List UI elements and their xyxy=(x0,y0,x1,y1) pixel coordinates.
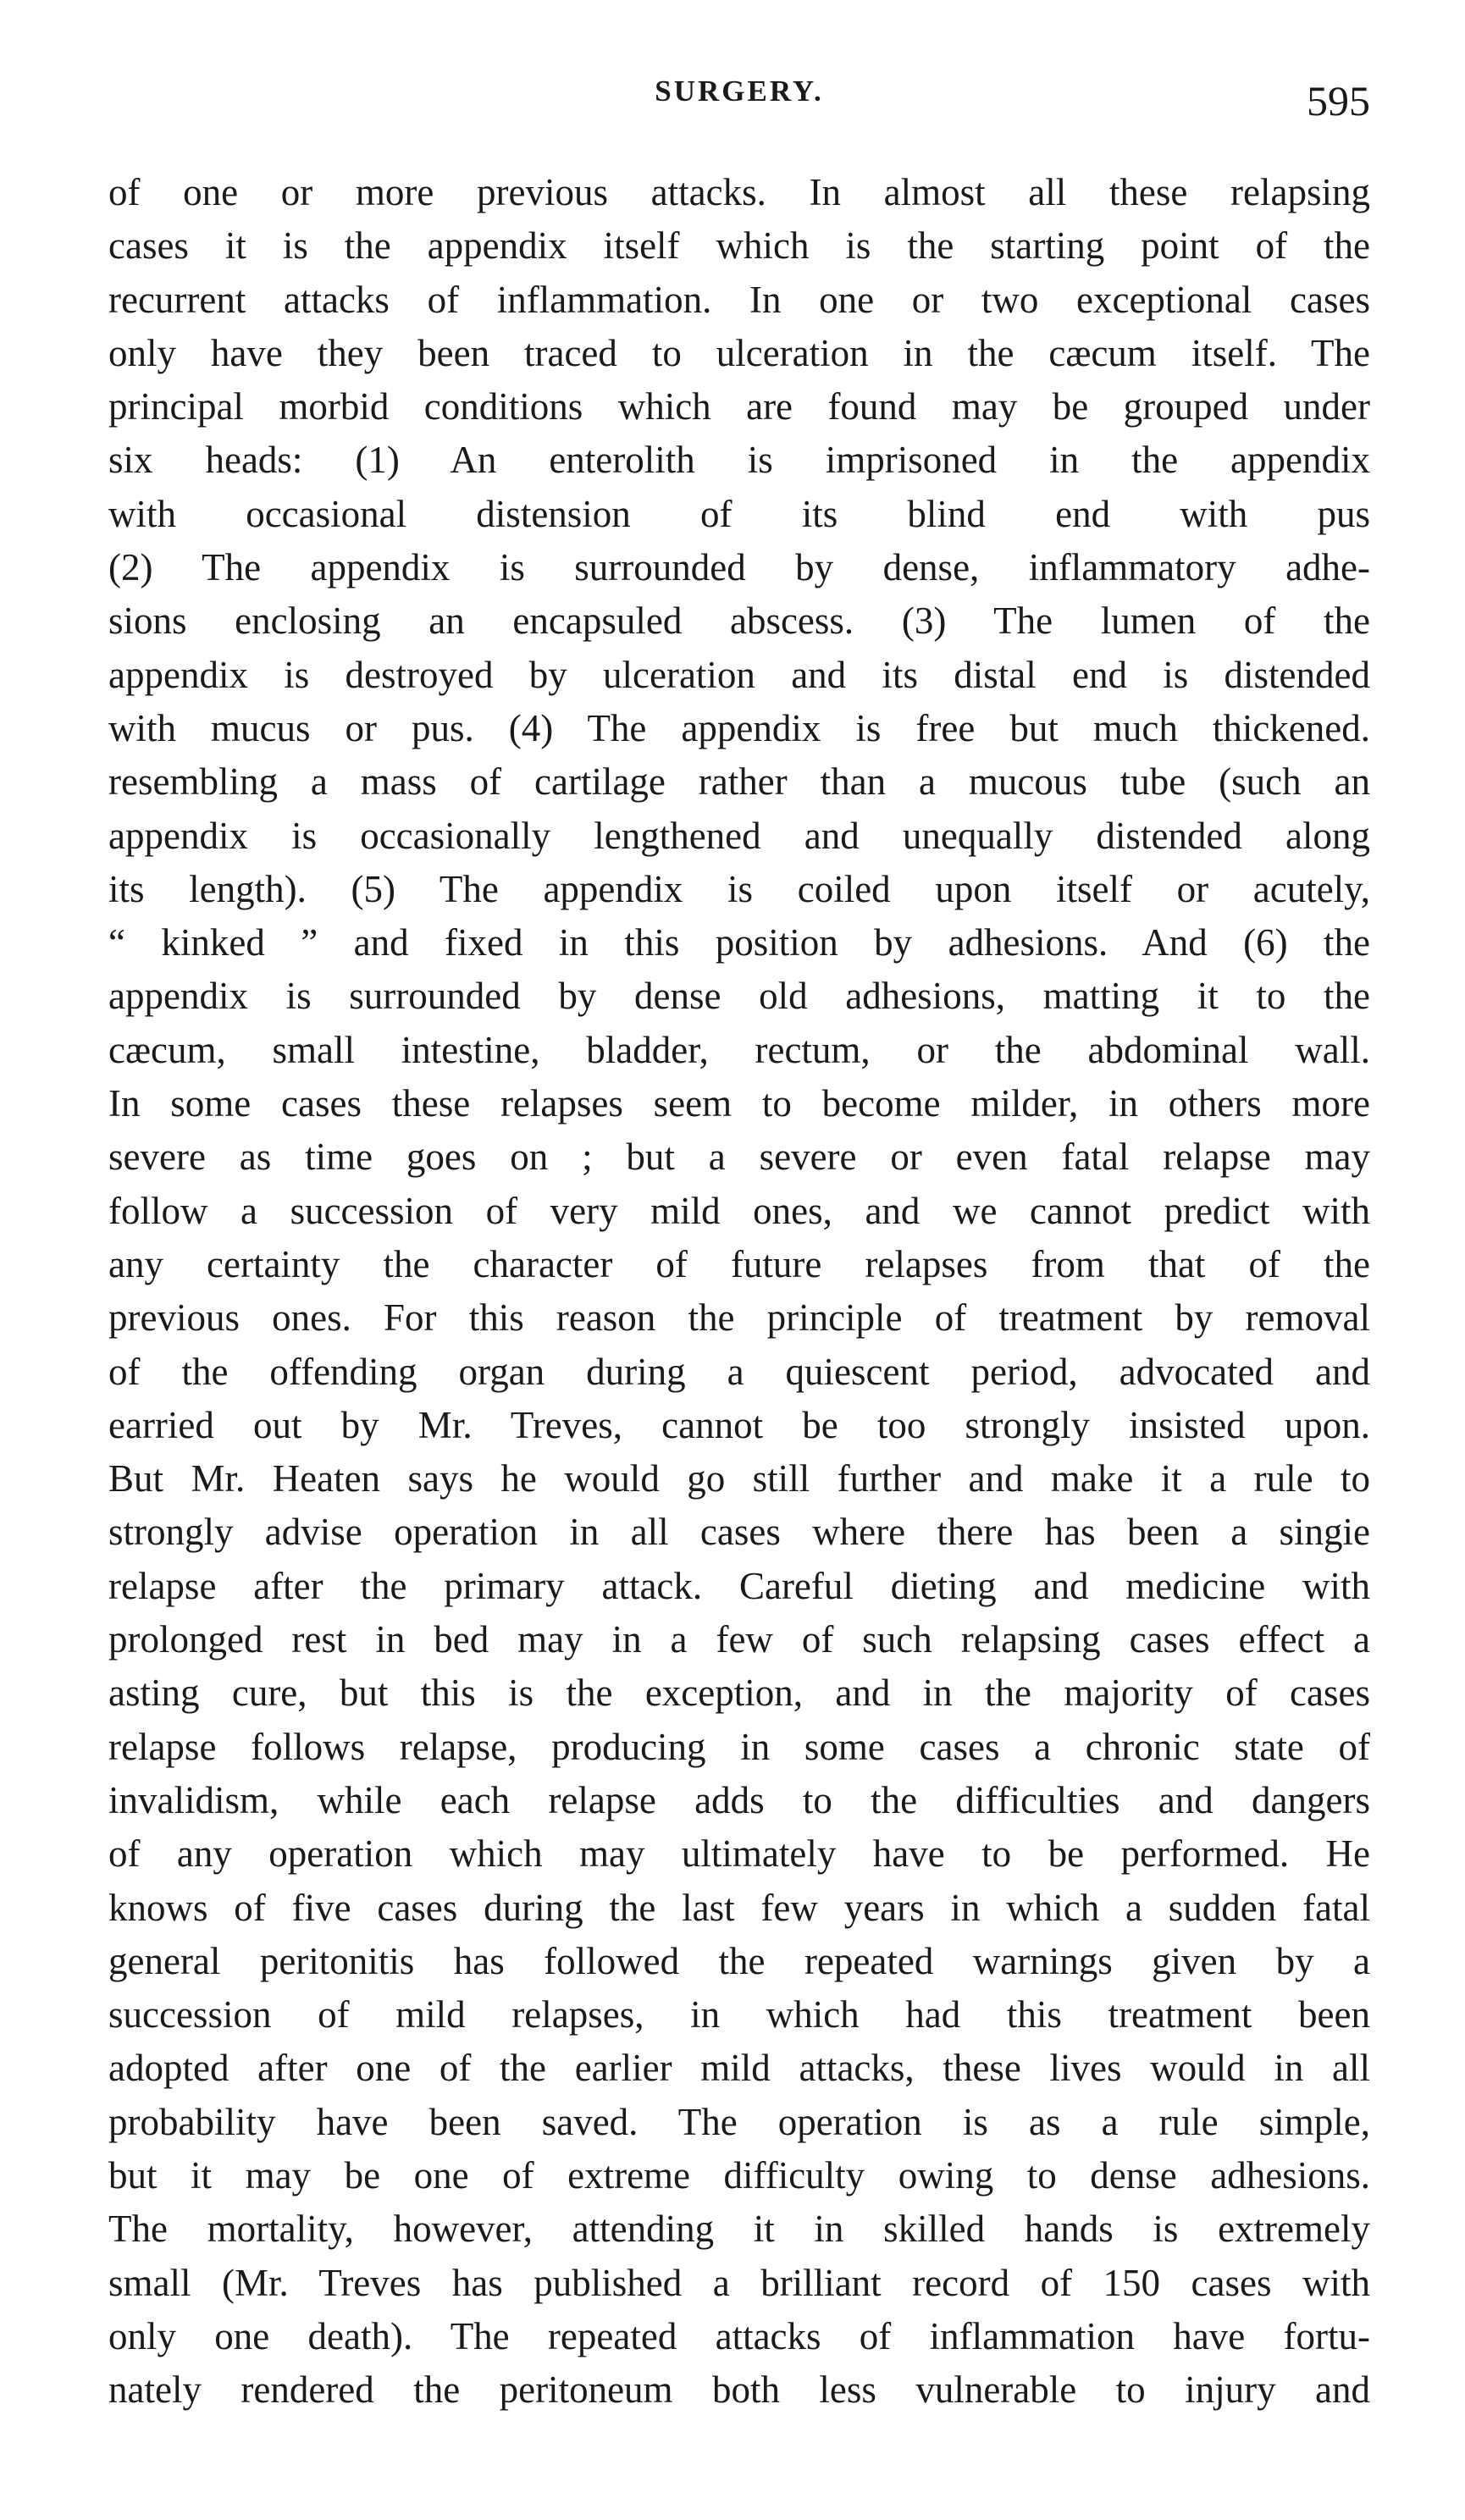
text-line: principal morbid conditions which are found may be grouped under xyxy=(108,385,1370,428)
text-line: with mucus or pus. (4) The appendix is free but much thickened. xyxy=(108,706,1370,749)
text-line: In some cases these relapses seem to become milder, in others more xyxy=(108,1082,1370,1125)
text-line: asting cure, but this is the exception, and in the majority of cases xyxy=(108,1672,1370,1715)
text-line: “ kinked ” and fixed in this position by adhesions. And (6) the xyxy=(108,921,1370,964)
text-line: only one death). The repeated attacks of inflammation have fortu- xyxy=(108,2314,1370,2357)
text-line: nately rendered the peritoneum both less vulnerable to injury and xyxy=(108,2368,1370,2412)
text-line: (2) The appendix is surrounded by dense, inflammatory adhe- xyxy=(108,546,1370,589)
body-text xyxy=(108,166,1370,2417)
text-line: adopted after one of the earlier mild attacks, these lives would in all xyxy=(108,2047,1370,2090)
text-line: any certainty the character of future relapses from that of the xyxy=(108,1242,1370,1285)
text-line: cases it is the appendix itself which is the starting point of the xyxy=(108,224,1370,268)
text-line: relapse follows relapse, producing in some cases a chronic state of xyxy=(108,1725,1370,1768)
text-line: appendix is surrounded by dense old adhesions, matting it to the xyxy=(108,975,1370,1018)
text-line: of the offending organ during a quiescent period, advocated and xyxy=(108,1350,1370,1393)
text-line: of one or more previous attacks. In almost all these relapsing xyxy=(108,171,1370,213)
text-line: six heads: (1) An enterolith is imprisoned in the appendix xyxy=(108,439,1370,482)
text-line: cæcum, small intestine, bladder, rectum, or the abdominal wall. xyxy=(108,1028,1370,1071)
text-line: strongly advise operation in all cases where there has been a singie xyxy=(108,1511,1370,1554)
text-line: But Mr. Heaten says he would go still further and make it a rule to xyxy=(108,1457,1370,1500)
text-line: severe as time goes on ; but a severe or even fatal relapse may xyxy=(108,1136,1370,1179)
text-line: only have they been traced to ulceration in the cæcum itself. The xyxy=(108,331,1370,374)
text-line: previous ones. For this reason the principle of treatment by removal xyxy=(108,1296,1370,1340)
text-line: resembling a mass of cartilage rather than a mucous tube (such an xyxy=(108,760,1370,804)
text-line: invalidism, while each relapse adds to the difficulties and dangers xyxy=(108,1778,1370,1821)
header-title: SURGERY. xyxy=(655,75,824,108)
text-line: small (Mr. Treves has published a brilliant record of 150 cases with xyxy=(108,2261,1370,2304)
text-line: with occasional distension of its blind end with pus xyxy=(108,492,1370,535)
text-line: knows of five cases during the last few years in which a sudden fatal xyxy=(108,1886,1370,1929)
text-line: general peritonitis has followed the repeated warnings given by a xyxy=(108,1939,1370,1982)
page-number: 595 xyxy=(1307,77,1370,124)
text-line: but it may be one of extreme difficulty owing to dense adhesions. xyxy=(108,2153,1370,2197)
text-line: prolonged rest in bed may in a few of such relapsing cases effect a xyxy=(108,1618,1370,1661)
text-line: follow a succession of very mild ones, and we cannot predict with xyxy=(108,1189,1370,1232)
text-line: The mortality, however, attending it in skilled hands is extremely xyxy=(108,2208,1370,2251)
text-line: appendix is destroyed by ulceration and its distal end is distended xyxy=(108,653,1370,696)
text-line: relapse after the primary attack. Careful dieting and medicine with xyxy=(108,1564,1370,1607)
text-line: of any operation which may ultimately have to be performed. He xyxy=(108,1832,1370,1876)
text-line: its length). (5) The appendix is coiled upon itself or acutely, xyxy=(108,867,1370,910)
running-head xyxy=(108,75,1370,125)
text-line: earried out by Mr. Treves, cannot be too strongly insisted upon. xyxy=(108,1403,1370,1446)
text-line: succession of mild relapses, in which had this treatment been xyxy=(108,1993,1370,2036)
text-line: sions enclosing an encapsuled abscess. (3) The lumen of the xyxy=(108,600,1370,643)
text-line: probability have been saved. The operation is as a rule simple, xyxy=(108,2100,1370,2143)
text-line: recurrent attacks of inflammation. In one or two exceptional cases xyxy=(108,278,1370,321)
text-line: appendix is occasionally lengthened and unequally distended along xyxy=(108,814,1370,857)
